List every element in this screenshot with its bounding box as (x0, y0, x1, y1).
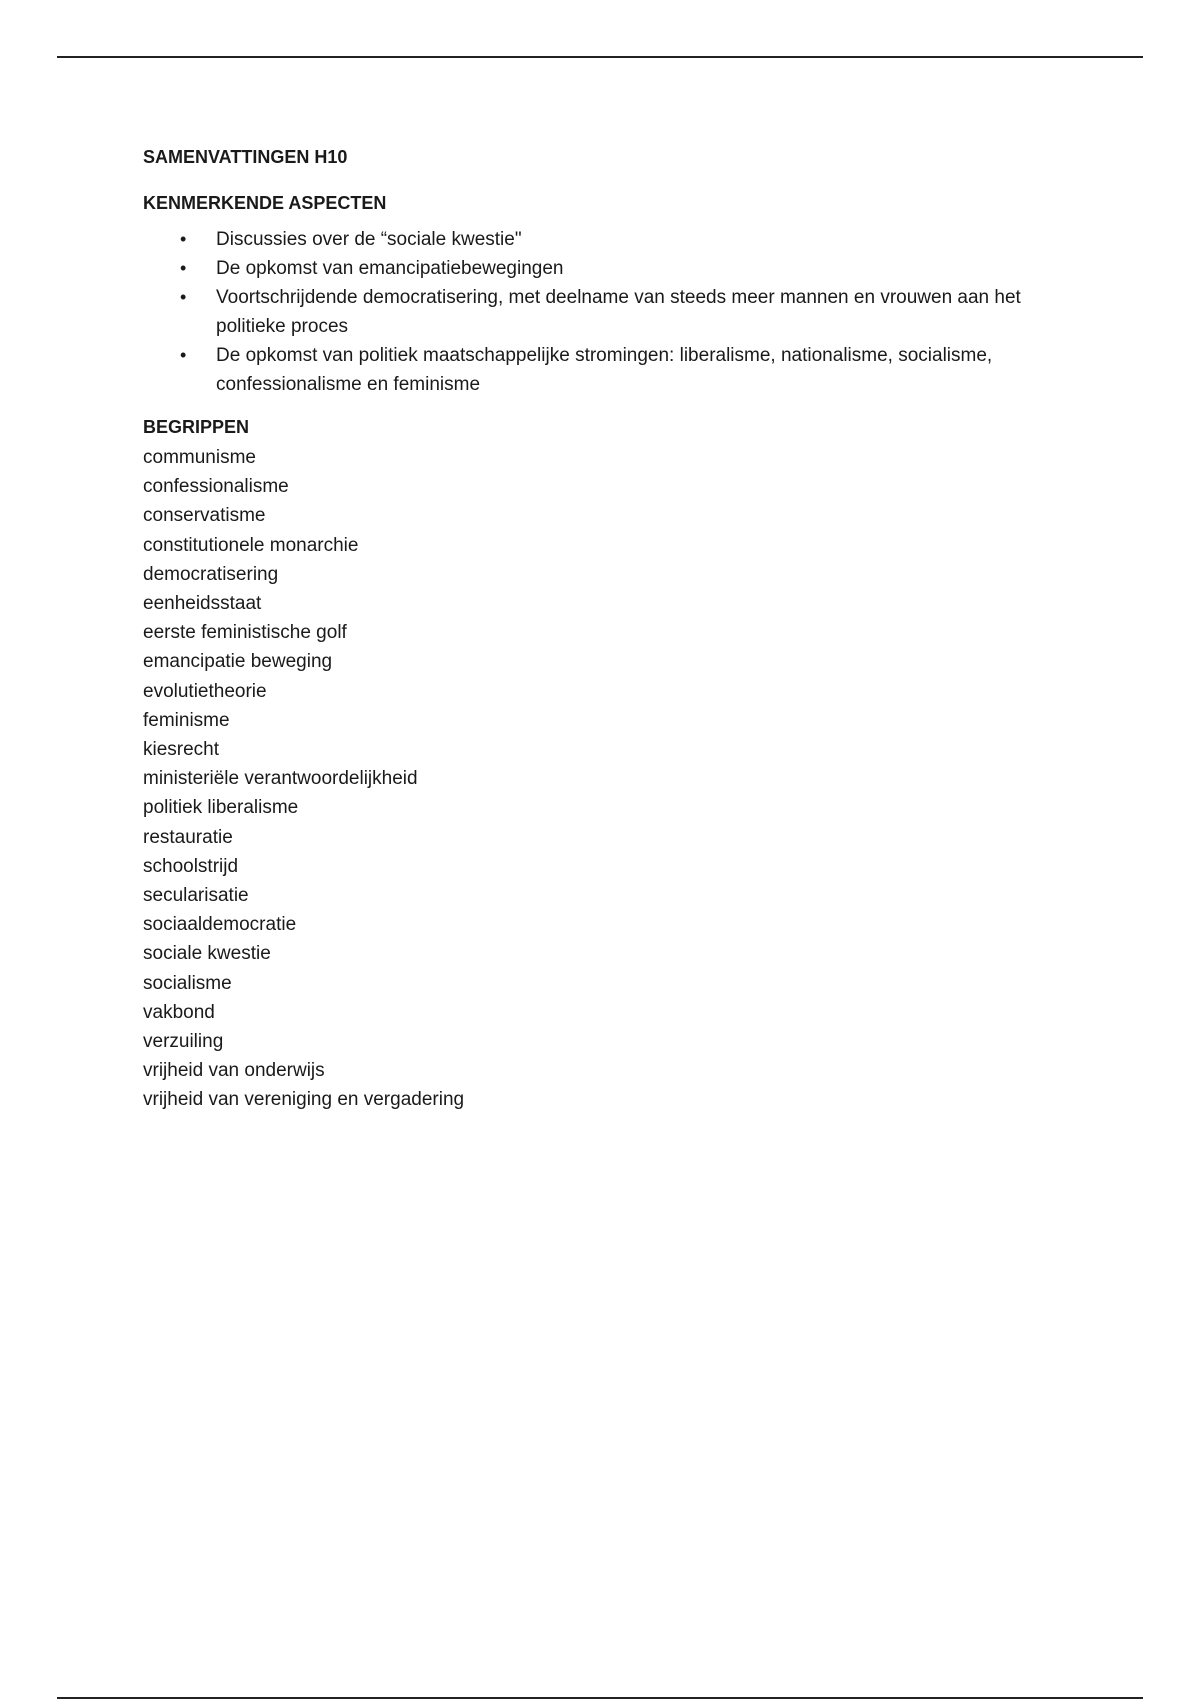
list-item: politiek liberalisme (143, 797, 299, 819)
list-item: emancipatie beweging (143, 651, 333, 673)
list-item: vakbond (143, 1001, 215, 1023)
list-item: confessionalisme (143, 476, 289, 498)
list-item: socialisme (143, 972, 232, 994)
bullet-icon: • (180, 229, 187, 249)
list-item (143, 225, 1086, 254)
list-item: feminisme (143, 709, 230, 731)
aspect-text: De opkomst van emancipatiebewegingen (216, 258, 564, 279)
terms-list (143, 443, 1083, 1115)
list-item: evolutietheorie (143, 680, 267, 702)
list-item (143, 283, 1086, 341)
list-item: eenheidsstaat (143, 593, 262, 615)
aspect-text: Voortschrijdende democratisering, met deelname van steeds meer mannen en vrouwen aan het politieke proces (216, 287, 1021, 337)
list-item: democratisering (143, 563, 279, 585)
list-item: kiesrecht (143, 739, 220, 761)
list-item: vrijheid van vereniging en vergadering (143, 1089, 465, 1111)
list-item: communisme (143, 447, 256, 468)
list-item: eerste feministische golf (143, 622, 347, 644)
list-item (143, 341, 1086, 399)
list-item: secularisatie (143, 885, 249, 907)
list-item: vrijheid van onderwijs (143, 1060, 325, 1082)
bullet-icon: • (180, 345, 187, 365)
list-item: ministeriële verantwoordelijkheid (143, 768, 418, 790)
aspects-list (143, 225, 1083, 399)
header-rule (57, 56, 1143, 58)
aspect-text: De opkomst van politiek maatschappelijke stromingen: liberalisme, nationalisme, socialisme, confessionalisme en feminisme (216, 345, 993, 395)
terms-heading: BEGRIPPEN (143, 417, 250, 437)
bullet-icon: • (180, 258, 187, 278)
list-item: verzuiling (143, 1031, 224, 1053)
list-item: sociaaldemocratie (143, 914, 297, 936)
list-item (143, 254, 1086, 283)
list-item: schoolstrijd (143, 855, 239, 877)
document-title: SAMENVATTINGEN H10 (143, 147, 348, 167)
list-item: sociale kwestie (143, 943, 271, 965)
list-item: constitutionele monarchie (143, 534, 359, 556)
list-item: restauratie (143, 826, 233, 848)
footer-rule (57, 1697, 1143, 1699)
document-body (143, 145, 1083, 1115)
aspects-heading: KENMERKENDE ASPECTEN (143, 193, 387, 213)
aspect-text: Discussies over de “sociale kwestie" (216, 229, 522, 250)
list-item: conservatisme (143, 505, 266, 527)
bullet-icon: • (180, 287, 187, 307)
